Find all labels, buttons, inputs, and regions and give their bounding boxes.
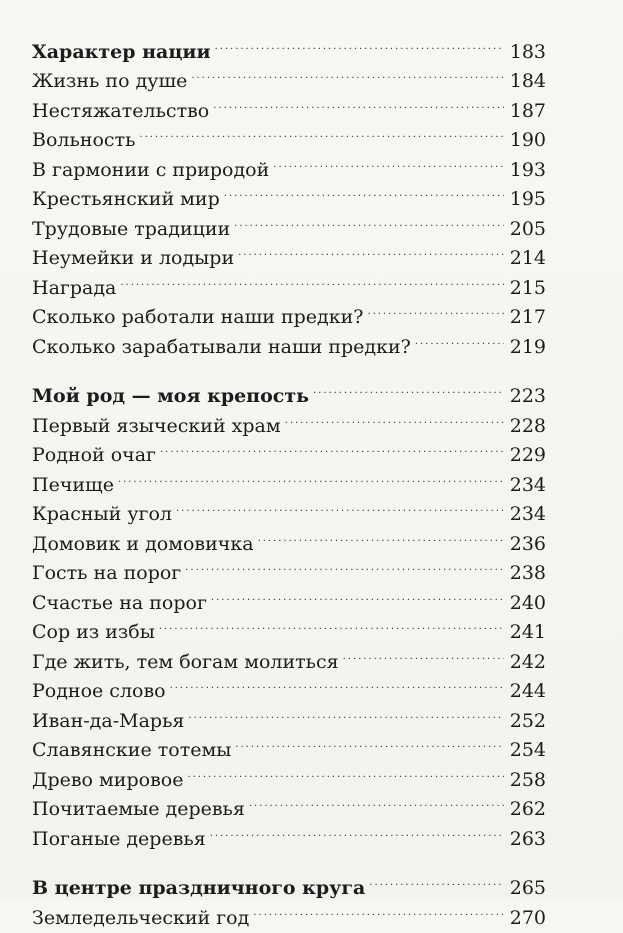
page-number: 252 [504,707,546,737]
entry-title: Крестьянский мир [32,185,224,215]
page-number: 193 [504,156,546,186]
dot-leader [118,461,504,491]
entry-title: Иван-да-Марья [32,707,188,737]
entry-title: Сор из избы [32,618,159,648]
entry-title: Жизнь по душе [32,67,191,97]
entry-title: Нестяжательство [32,97,213,127]
dot-leader [224,176,504,206]
entry-title: Родное слово [32,677,170,707]
page-number: 270 [504,904,546,933]
dot-leader [343,638,504,668]
dot-leader [120,264,503,294]
section-title: Характер нации [32,38,215,68]
section-title: Мой род — моя крепость [32,382,313,412]
page-number: 240 [504,589,546,619]
page-number: 205 [504,215,546,245]
entry-title: Гость на порог [32,559,185,589]
dot-leader [367,294,503,324]
entry-title: Древо мировое [32,766,187,796]
dot-leader [139,117,503,147]
dot-leader [176,491,504,521]
entry-title: Неумейки и лодыри [32,244,238,274]
page-number: 263 [504,825,546,855]
dot-leader [273,146,503,176]
dot-leader [258,520,504,550]
dot-leader [188,697,503,727]
dot-leader [210,815,504,845]
page-number: 258 [504,766,546,796]
page-number: 190 [504,126,546,156]
toc-section-heading [32,865,546,895]
entry-title: Первый языческий храм [32,412,285,442]
page-number: 215 [504,274,546,304]
page-number: 238 [504,559,546,589]
dot-leader [159,609,504,639]
page-number: 187 [504,97,546,127]
page-number: 234 [504,500,546,530]
dot-leader [185,550,503,580]
page-number: 195 [504,185,546,215]
entry-title: Где жить, тем богам молиться [32,648,343,678]
page-number: 242 [504,648,546,678]
dot-leader [415,323,504,353]
dot-leader [213,87,504,117]
dot-leader [253,894,503,924]
section-title: В центре праздничного круга [32,874,369,904]
page-number: 241 [504,618,546,648]
toc-section-heading [32,373,546,403]
entry-title: Славянские тотемы [32,736,235,766]
entry-title: Домовик и домовичка [32,530,258,560]
page-number: 229 [504,441,546,471]
entry-title: Сколько работали наши предки? [32,303,367,333]
page-number: 183 [504,38,546,68]
entry-title: Поганые деревья [32,825,210,855]
dot-leader [170,668,504,698]
dot-leader [191,58,503,88]
entry-title: Родной очаг [32,441,160,471]
page-number: 223 [504,382,546,412]
entry-title: Красный угол [32,500,176,530]
entry-title: Печище [32,471,118,501]
page-number: 236 [504,530,546,560]
table-of-contents [32,28,546,924]
dot-leader [238,235,504,265]
dot-leader [235,727,503,757]
page-number: 234 [504,471,546,501]
dot-leader [215,28,504,58]
dot-leader [313,373,504,403]
page-number: 244 [504,677,546,707]
dot-leader [369,865,503,895]
dot-leader [187,756,503,786]
entry-title: Земледельческий год [32,904,253,933]
page-number: 214 [504,244,546,274]
page-number: 265 [504,874,546,904]
entry-title: Награда [32,274,120,304]
page-number: 254 [504,736,546,766]
dot-leader [211,579,504,609]
entry-title: В гармонии с природой [32,156,273,186]
dot-leader [249,786,504,816]
toc-section-heading [32,28,546,58]
entry-title: Сколько зарабатывали наши предки? [32,333,415,363]
entry-title: Счастье на порог [32,589,211,619]
entry-title: Почитаемые деревья [32,795,249,825]
page-number: 184 [504,67,546,97]
page-number: 219 [504,333,546,363]
entry-title: Вольность [32,126,139,156]
entry-title: Трудовые традиции [32,215,234,245]
page-number: 217 [504,303,546,333]
dot-leader [234,205,504,235]
dot-leader [160,432,504,462]
page-number: 228 [504,412,546,442]
page-number: 262 [504,795,546,825]
dot-leader [285,402,504,432]
